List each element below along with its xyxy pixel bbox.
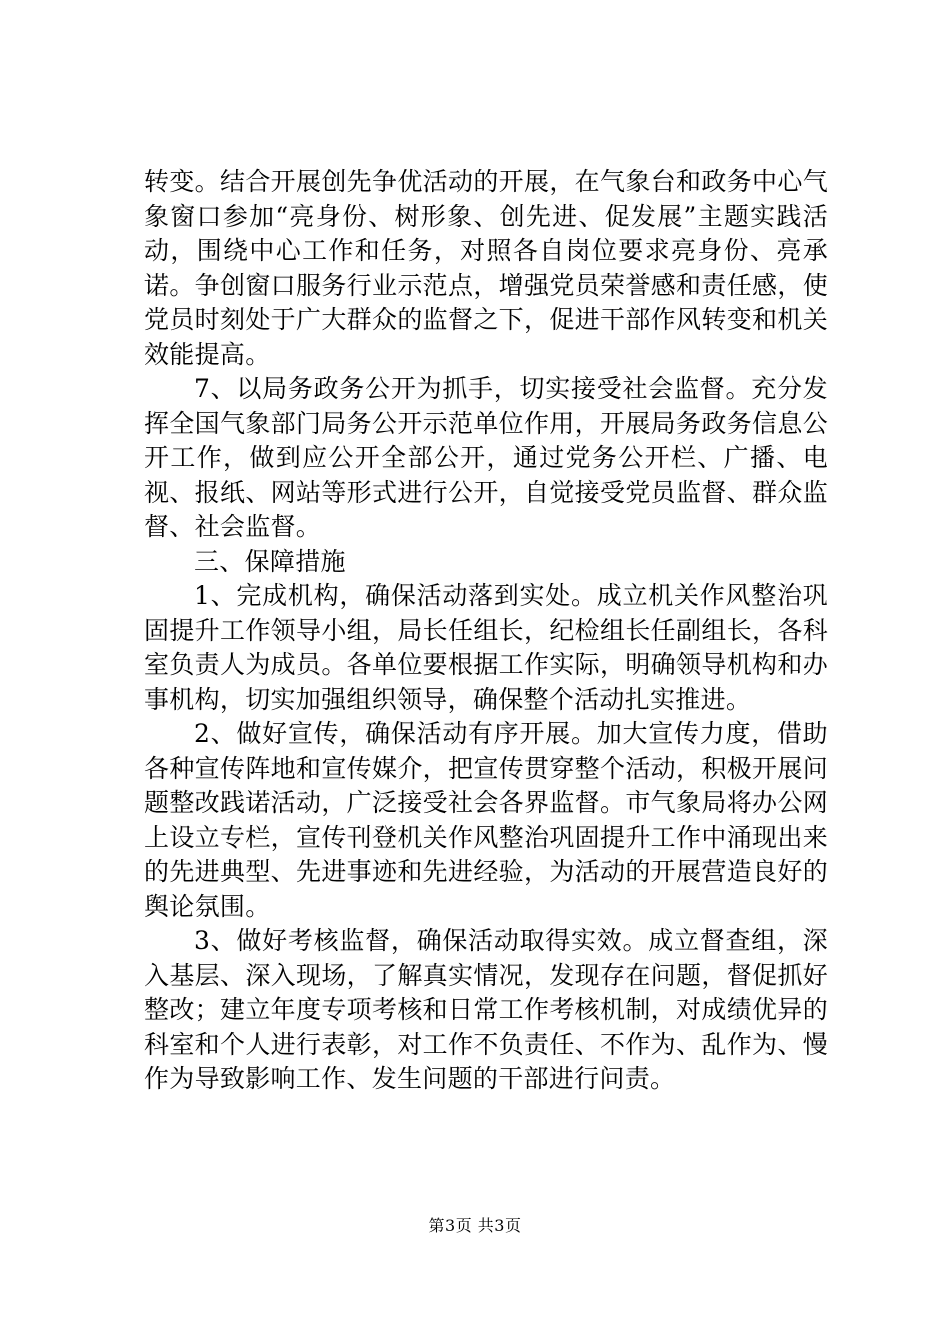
paragraph-measure-3: 3、做好考核监督，确保活动取得实效。成立督查组，深入基层、深入现场，了解真实情况，发现存在问题，督促抓好整改；建立年度专项考核和日常工作考核机制，对成绩优异的科室和个人进行表彰，对工作不负责任、不作为、乱作为、慢作为导致影响工作、发生问题的干部进行问责。 (144, 926, 828, 1093)
paragraph-measure-1: 1、完成机构，确保活动落到实处。成立机关作风整治巩固提升工作领导小组，局长任组长，纪检组长任副组长，各科室负责人为成员。各单位要根据工作实际，明确领导机构和办事机构，切实加强组织领导，确保整个活动扎实推进。 (144, 581, 828, 714)
paragraph-continuation: 转变。结合开展创先争优活动的开展，在气象台和政务中心气象窗口参加“亮身份、树形象、创先进、促发展”主题实践活动，围绕中心工作和任务，对照各自岗位要求亮身份、亮承诺。争创窗口服务行业示范点，增强党员荣誉感和责任感，使党员时刻处于广大群众的监督之下，促进干部作风转变和机关效能提高。 (144, 167, 828, 369)
section-heading-safeguards: 三、保障措施 (194, 546, 346, 576)
paragraph-measure-2: 2、做好宣传，确保活动有序开展。加大宣传力度，借助各种宣传阵地和宣传媒介，把宣传贯穿整个活动，积极开展问题整改践诺活动，广泛接受社会各界监督。市气象局将办公网上设立专栏，宣传刊登机关作风整治巩固提升工作中涌现出来的先进典型、先进事迹和先进经验，为活动的开展营造良好的舆论氛围。 (144, 719, 828, 921)
page-footer: 第3页 共3页 (428, 1216, 522, 1235)
paragraph-item-7: 7、以局务政务公开为抓手，切实接受社会监督。充分发挥全国气象部门局务公开示范单位作用，开展局务政务信息公开工作，做到应公开全部公开，通过党务公开栏、广播、电视、报纸、网站等形式进行公开，自觉接受党员监督、群众监督、社会监督。 (144, 374, 828, 541)
document-body (144, 165, 828, 1097)
